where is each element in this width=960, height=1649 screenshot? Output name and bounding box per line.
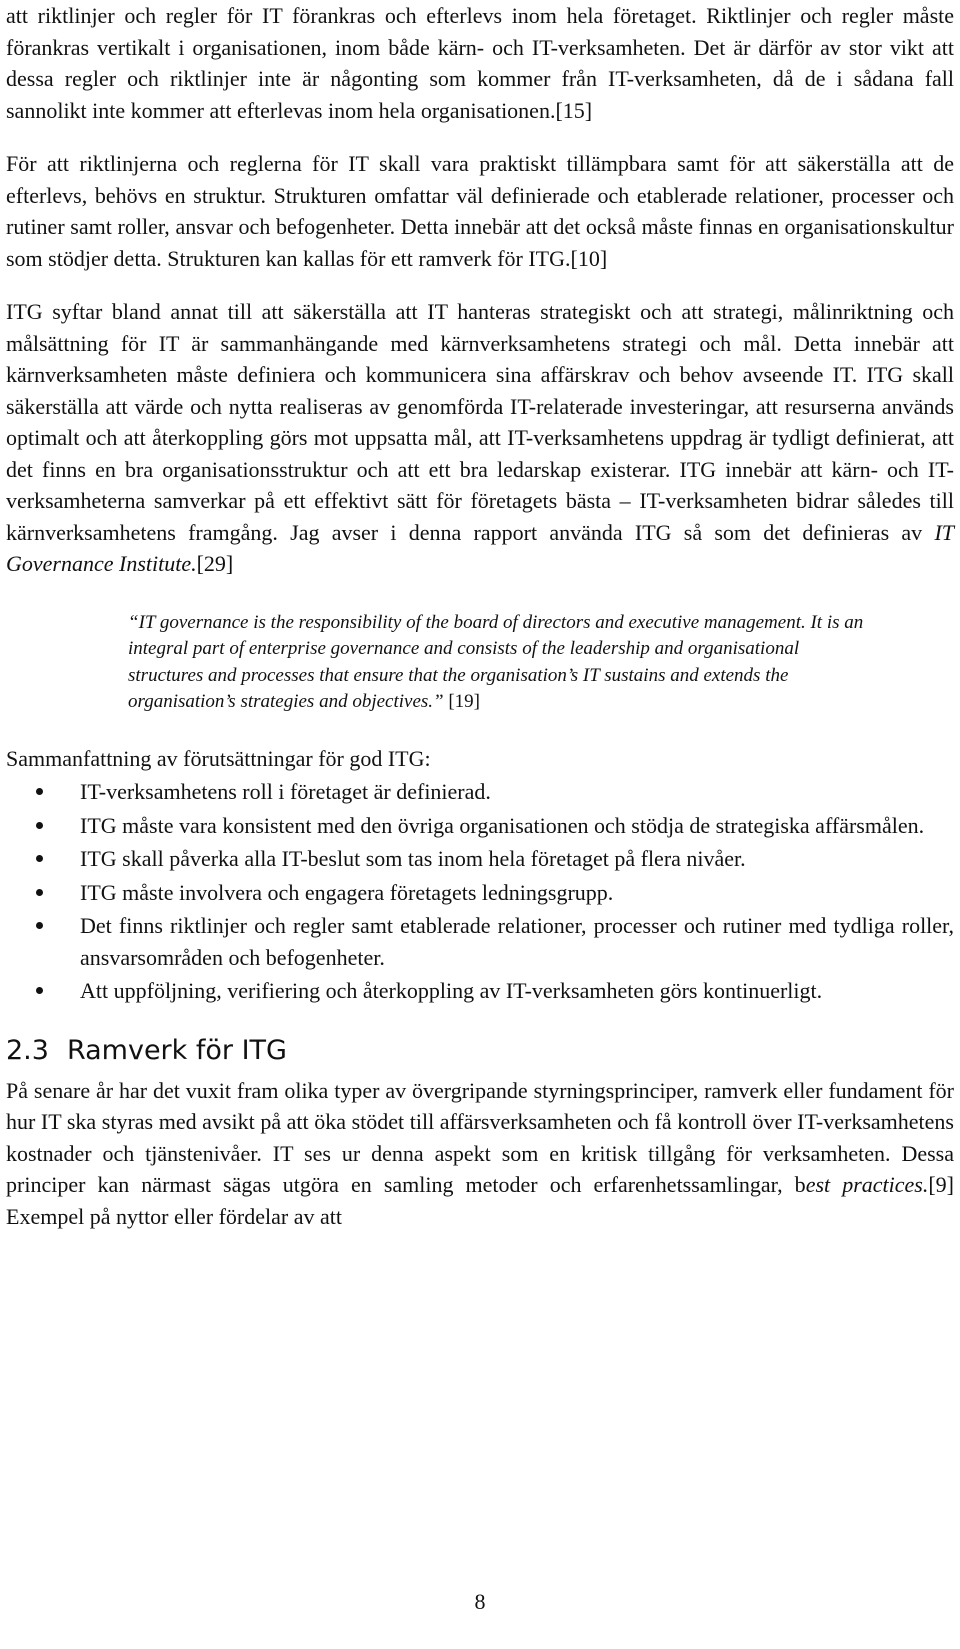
list-item: Att uppföljning, verifiering och återkoppling av IT-verksamheten görs kontinuerligt. [6,975,954,1007]
list-item: ITG skall påverka alla IT-beslut som tas inom hela företaget på flera nivåer. [6,843,954,875]
itg-paragraph [6,296,954,580]
summary-list [6,776,954,1007]
quote-text: “IT governance is the responsibility of the board of directors and executive management. It is an integral part of enterprise governance and consists of the leadership and organisational structures and processes that ensure that the organisation’s IT sustains and extends the organisation’s strategies and objectives.” [128,611,864,712]
list-item: IT-verksamhetens roll i företaget är definierad. [6,776,954,808]
list-item: ITG måste involvera och engagera företagets ledningsgrupp. [6,877,954,909]
itg-institute-emphasis: IT Governance Institute. [6,519,954,576]
citation-19: [19] [443,691,481,712]
bullet-icon [36,922,43,929]
bullet-icon [36,788,43,795]
itg-definition-quote [128,610,878,716]
citation-29: [29] [196,551,234,576]
section-heading [6,1033,954,1069]
section-number: 2.3 [6,1034,49,1066]
bullet-icon [36,889,43,896]
bullet-icon [36,987,43,994]
intro-line-4: är någonting som kommer från IT-verksamheten, då de i sådana fall sannolikt inte [6,66,955,123]
bullet-icon [36,822,43,829]
citation-10: [10] [570,245,608,271]
ramverk-text: På senare år har det vuxit fram olika typer av övergripande styrningsprinciper, ramverk eller fundament för hur IT ska styras med avsikt på att öka stödet till affärsverksamheten och få kontroll över IT-verksamhetens kostnader och tjänstenivåer. IT ses ur denna aspekt som en kritisk tillgång för verksamheten. Dessa principer kan närmast sägas utgöra en samling metoder och erfarenhetssamlingar, b [6,1077,954,1197]
intro-line-3: och IT-verksamheten. Det är därför av stor vikt att dessa regler och riktlinjer inte [6,34,955,91]
section-title: Ramverk för ITG [66,1034,287,1066]
structure-paragraph [6,148,954,274]
itg-text: ITG syftar bland annat till att säkerställa att IT hanteras strategiskt och att strategi, målinriktning och målsättning för IT är sammanhängande med kärnverksamhetens strategi och mål. Detta innebär att kärnverksamheten måste definiera och kommunicera sina affärskrav och behov avseende IT. ITG skall säkerställa att värde och nytta realiseras av genomförda IT-relaterade investeringar, att resurserna används optimalt och att återkoppling görs mot uppsatta mål, att IT-verksamhetens uppdrag är tydligt definierat, att det finns en bra organisationsstruktur och att ett bra ledarskap existerar. ITG innebär att kärn- och IT-verksamheterna samverkar på ett effektivt sätt för företagets bästa – IT-verksamheten bidrar således till kärnverksamhetens framgång. Jag avser i denna rapport använda ITG så som det definieras av [6,299,954,545]
ramverk-tail: Exempel på nyttor eller fördelar av att [6,1203,342,1229]
intro-line-2: Riktlinjer och regler måste förankras vertikalt i organisationen, inom både kärn- [6,3,955,60]
list-item: ITG måste vara konsistent med den övriga organisationen och stödja de strategiska affärsmålen. [6,810,954,842]
document-page [6,0,954,1232]
intro-paragraph [6,0,954,126]
ramverk-paragraph [6,1075,954,1233]
citation-9: [9] [928,1172,954,1197]
summary-title: Sammanfattning av förutsättningar för god ITG: [6,745,431,771]
intro-line-1: att riktlinjer och regler för IT förankras och efterlevs inom hela företaget. [6,3,697,28]
structure-text: För att riktlinjerna och reglerna för IT skall vara praktiskt tillämpbara samt för att säkerställa att de efterlevs, behövs en struktur. Strukturen omfattar väl definierade och etablerade relationer, processer och rutiner samt roller, ansvar och befogenheter. Detta innebär att det också måste finnas en organisationskultur som stödjer detta. Strukturen kan kallas för ett ramverk för ITG. [6,151,954,271]
page-number: 8 [474,1589,486,1614]
bullet-icon [36,855,43,862]
citation-15: [15] [555,97,593,123]
list-item: Det finns riktlinjer och regler samt etablerade relationer, processer och rutiner med tydliga roller, ansvarsområden och befogenheter. [6,910,954,973]
best-practices-emphasis: est practices. [805,1172,929,1197]
intro-line-5: kommer att efterlevas inom hela organisationen. [130,97,556,123]
